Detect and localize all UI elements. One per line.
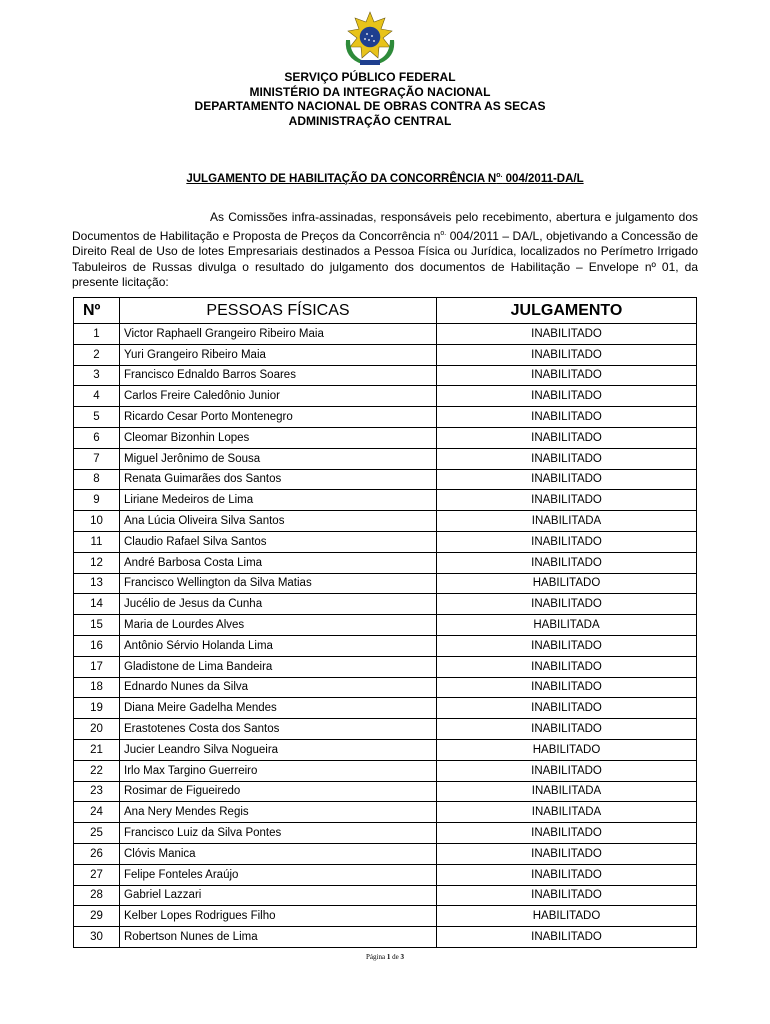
row-judgment: INABILITADA <box>437 781 697 802</box>
row-name: Maria de Lourdes Alves <box>120 615 437 636</box>
row-name: Ana Nery Mendes Regis <box>120 802 437 823</box>
row-judgment: INABILITADO <box>437 469 697 490</box>
row-name: Ricardo Cesar Porto Montenegro <box>120 407 437 428</box>
table-row <box>74 864 697 885</box>
header-num: Nº <box>74 298 120 324</box>
row-judgment: INABILITADO <box>437 594 697 615</box>
brazil-coat-of-arms-icon <box>340 10 400 70</box>
header-name: PESSOAS FÍSICAS <box>120 298 437 324</box>
table-row <box>74 552 697 573</box>
table-body <box>74 324 697 948</box>
row-number: 11 <box>74 531 120 552</box>
intro-sup: o. <box>440 229 447 237</box>
row-number: 2 <box>74 344 120 365</box>
intro-paragraph <box>72 210 698 291</box>
row-judgment: INABILITADO <box>437 531 697 552</box>
table-row <box>74 427 697 448</box>
row-number: 1 <box>74 324 120 345</box>
row-number: 5 <box>74 407 120 428</box>
document-title <box>0 172 770 185</box>
table-row <box>74 324 697 345</box>
page-footer <box>0 953 770 961</box>
row-number: 23 <box>74 781 120 802</box>
table-row <box>74 698 697 719</box>
table-row <box>74 573 697 594</box>
row-number: 26 <box>74 843 120 864</box>
row-judgment: INABILITADO <box>437 698 697 719</box>
row-number: 8 <box>74 469 120 490</box>
row-number: 25 <box>74 823 120 844</box>
row-judgment: INABILITADO <box>437 448 697 469</box>
row-name: Irlo Max Targino Guerreiro <box>120 760 437 781</box>
header-line-1: SERVIÇO PÚBLICO FEDERAL <box>284 70 456 84</box>
row-judgment: INABILITADO <box>437 823 697 844</box>
table-row <box>74 469 697 490</box>
row-number: 14 <box>74 594 120 615</box>
row-number: 28 <box>74 885 120 906</box>
table-row <box>74 823 697 844</box>
row-name: Diana Meire Gadelha Mendes <box>120 698 437 719</box>
table-row <box>74 719 697 740</box>
header-line-2: MINISTÉRIO DA INTEGRAÇÃO NACIONAL <box>249 84 491 99</box>
row-number: 20 <box>74 719 120 740</box>
table-row <box>74 365 697 386</box>
header-line-4: ADMINISTRAÇÃO CENTRAL <box>288 113 452 128</box>
header-line-3: DEPARTAMENTO NACIONAL DE OBRAS CONTRA AS SECAS <box>194 99 546 113</box>
row-judgment: INABILITADO <box>437 324 697 345</box>
table-row <box>74 843 697 864</box>
row-judgment: INABILITADO <box>437 552 697 573</box>
row-name: Kelber Lopes Rodrigues Filho <box>120 906 437 927</box>
row-number: 3 <box>74 365 120 386</box>
row-judgment: INABILITADO <box>437 635 697 656</box>
row-judgment: INABILITADO <box>437 719 697 740</box>
title-prefix: JULGAMENTO DE HABILITAÇÃO DA CONCORRÊNCIA N <box>186 172 497 185</box>
row-name: Carlos Freire Caledônio Junior <box>120 386 437 407</box>
row-number: 27 <box>74 864 120 885</box>
row-name: Rosimar de Figueiredo <box>120 781 437 802</box>
table-row <box>74 906 697 927</box>
row-name: Francisco Luiz da Silva Pontes <box>120 823 437 844</box>
row-judgment: INABILITADO <box>437 427 697 448</box>
row-judgment: HABILITADO <box>437 739 697 760</box>
row-judgment: INABILITADO <box>437 407 697 428</box>
row-judgment: INABILITADO <box>437 490 697 511</box>
table-row <box>74 448 697 469</box>
row-number: 30 <box>74 927 120 948</box>
row-judgment: INABILITADO <box>437 386 697 407</box>
row-name: Felipe Fonteles Araújo <box>120 864 437 885</box>
table-row <box>74 594 697 615</box>
row-name: Cleomar Bizonhin Lopes <box>120 427 437 448</box>
row-number: 22 <box>74 760 120 781</box>
row-number: 6 <box>74 427 120 448</box>
row-name: Miguel Jerônimo de Sousa <box>120 448 437 469</box>
row-judgment: INABILITADO <box>437 344 697 365</box>
row-number: 10 <box>74 511 120 532</box>
table-header-row <box>74 298 697 324</box>
table-row <box>74 386 697 407</box>
row-number: 17 <box>74 656 120 677</box>
row-judgment: INABILITADO <box>437 885 697 906</box>
row-name: Robertson Nunes de Lima <box>120 927 437 948</box>
footer-mid: de <box>390 953 401 961</box>
row-number: 18 <box>74 677 120 698</box>
row-judgment: INABILITADO <box>437 864 697 885</box>
row-judgment: INABILITADA <box>437 511 697 532</box>
table-row <box>74 781 697 802</box>
table-row <box>74 635 697 656</box>
row-number: 16 <box>74 635 120 656</box>
row-name: Ana Lúcia Oliveira Silva Santos <box>120 511 437 532</box>
row-judgment: INABILITADO <box>437 365 697 386</box>
row-judgment: INABILITADO <box>437 656 697 677</box>
table-row <box>74 531 697 552</box>
row-number: 21 <box>74 739 120 760</box>
table-row <box>74 511 697 532</box>
row-number: 7 <box>74 448 120 469</box>
row-name: Victor Raphaell Grangeiro Ribeiro Maia <box>120 324 437 345</box>
row-number: 13 <box>74 573 120 594</box>
intro-part-1: As Comissões infra-assinadas, responsáveis pelo recebimento, abertura e julgamento dos Documentos de Habilitação e Proposta de Preços da Concorrência n <box>72 210 698 243</box>
row-name: Yuri Grangeiro Ribeiro Maia <box>120 344 437 365</box>
row-number: 12 <box>74 552 120 573</box>
table-row <box>74 927 697 948</box>
row-judgment: HABILITADO <box>437 573 697 594</box>
row-name: Gabriel Lazzari <box>120 885 437 906</box>
row-name: Antônio Sérvio Holanda Lima <box>120 635 437 656</box>
table-row <box>74 344 697 365</box>
row-judgment: INABILITADO <box>437 843 697 864</box>
table-row <box>74 656 697 677</box>
footer-total-pages: 3 <box>400 953 404 961</box>
row-name: Jucier Leandro Silva Nogueira <box>120 739 437 760</box>
row-number: 29 <box>74 906 120 927</box>
row-name: Ednardo Nunes da Silva <box>120 677 437 698</box>
row-name: Gladistone de Lima Bandeira <box>120 656 437 677</box>
intro-part-2: 004/2011 – DA/L, objetivando a Concessão de Direito Real de Uso de lotes Empresariais destinados a Pessoa Física ou Jurídica, localizados no Perímetro Irrigado Tabuleiros de Russas divulga o resultado do julgamento dos documentos de Habilitação – Envelope nº 01, da presente licitação: <box>72 228 699 289</box>
row-name: Francisco Ednaldo Barros Soares <box>120 365 437 386</box>
table-row <box>74 802 697 823</box>
row-judgment: INABILITADO <box>437 760 697 781</box>
row-name: Jucélio de Jesus da Cunha <box>120 594 437 615</box>
row-number: 15 <box>74 615 120 636</box>
table-row <box>74 407 697 428</box>
table-row <box>74 760 697 781</box>
table-row <box>74 739 697 760</box>
table-row <box>74 490 697 511</box>
row-judgment: INABILITADA <box>437 802 697 823</box>
table-row <box>74 885 697 906</box>
row-name: Erastotenes Costa dos Santos <box>120 719 437 740</box>
row-name: Claudio Rafael Silva Santos <box>120 531 437 552</box>
row-name: Francisco Wellington da Silva Matias <box>120 573 437 594</box>
document-header <box>0 70 740 128</box>
title-suffix: 004/2011-DA/L <box>502 172 584 185</box>
table-row <box>74 677 697 698</box>
row-judgment: HABILITADA <box>437 615 697 636</box>
row-number: 19 <box>74 698 120 719</box>
footer-current-page: 1 <box>386 953 391 961</box>
row-number: 9 <box>74 490 120 511</box>
header-judgment: JULGAMENTO <box>437 298 697 324</box>
table-row <box>74 615 697 636</box>
row-judgment: INABILITADO <box>437 677 697 698</box>
footer-prefix: Página <box>366 953 387 961</box>
title-sup: o. <box>496 172 503 179</box>
row-judgment: HABILITADO <box>437 906 697 927</box>
row-name: Clóvis Manica <box>120 843 437 864</box>
row-name: Renata Guimarães dos Santos <box>120 469 437 490</box>
row-name: André Barbosa Costa Lima <box>120 552 437 573</box>
row-name: Liriane Medeiros de Lima <box>120 490 437 511</box>
row-number: 4 <box>74 386 120 407</box>
results-table <box>73 297 697 948</box>
row-judgment: INABILITADO <box>437 927 697 948</box>
row-number: 24 <box>74 802 120 823</box>
